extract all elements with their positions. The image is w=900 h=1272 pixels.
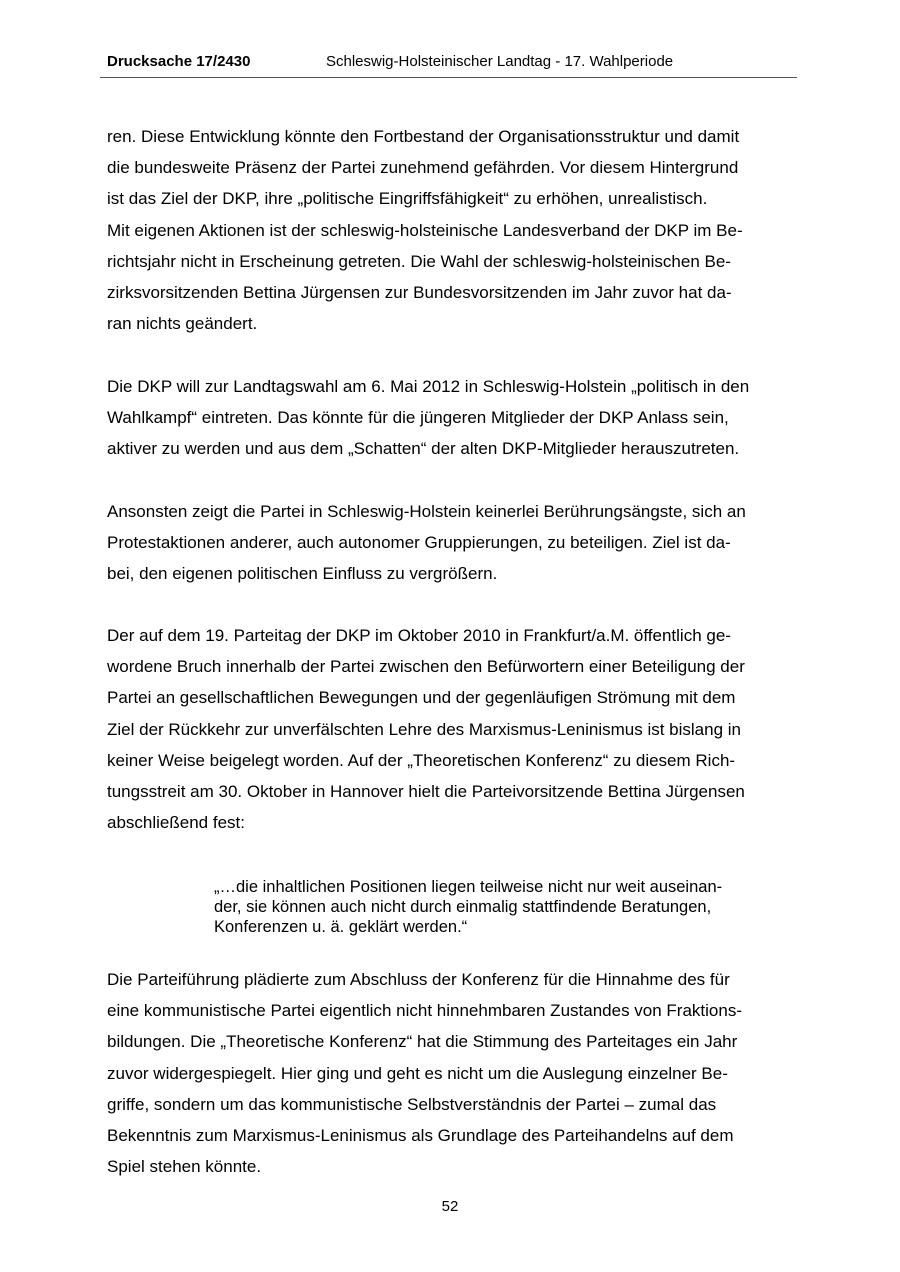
text-line: Spiel stehen könnte. [107,1157,262,1177]
text-line: ist das Ziel der DKP, ihre „politische Eingriffsfähigkeit“ zu erhöhen, unrealistisch. [107,189,708,209]
block-quote [214,877,722,937]
text-line: Bekenntnis zum Marxismus-Leninismus als Grundlage des Parteihandelns auf dem [107,1125,734,1145]
text-line: Partei an gesellschaftlichen Bewegungen und der gegenläufigen Strömung mit dem [107,688,736,708]
page-number: 52 [441,1198,459,1215]
text-line: richtsjahr nicht in Erscheinung getreten. Die Wahl der schleswig-holsteinischen Be- [107,251,731,271]
text-line: Die Parteiführung plädierte zum Abschluss der Konferenz für die Hinnahme des für [107,970,730,989]
text-line: ren. Diese Entwicklung könnte den Fortbestand der Organisationsstruktur und damit [107,127,740,146]
text-line: aktiver zu werden und aus dem „Schatten“ der alten DKP-Mitglieder herauszutreten. [107,439,740,459]
text-line: zuvor widergespiegelt. Hier ging und geht es nicht um die Auslegung einzelner Be- [107,1063,728,1083]
text-line: ran nichts geändert. [107,314,258,334]
paragraph-1 [107,121,743,339]
text-line: Ziel der Rückkehr zur unverfälschten Lehre des Marxismus-Leninismus ist bislang in [107,719,741,739]
text-line: die bundesweite Präsenz der Partei zunehmend gefährden. Vor diesem Hintergrund [107,158,739,178]
quote-line: Konferenzen u. ä. geklärt werden.“ [214,918,468,936]
text-line: griffe, sondern um das kommunistische Selbstverständnis der Partei – zumal das [107,1094,717,1114]
text-line: abschließend fest: [107,813,245,833]
text-line: Der auf dem 19. Parteitag der DKP im Oktober 2010 in Frankfurt/a.M. öffentlich ge- [107,626,731,645]
paragraph-5 [107,964,742,1182]
text-line: keiner Weise beigelegt worden. Auf der „Theoretischen Konferenz“ zu diesem Rich- [107,750,736,770]
quote-line: „…die inhaltlichen Positionen liegen teilweise nicht nur weit auseinan- [214,878,723,896]
paragraph-3 [107,496,746,590]
text-line: Mit eigenen Aktionen ist der schleswig-holsteinische Landesverband der DKP im Be- [107,220,743,240]
header-divider [100,77,797,78]
text-line: tungsstreit am 30. Oktober in Hannover hielt die Parteivorsitzende Bettina Jürgensen [107,781,745,801]
text-line: Wahlkampf“ eintreten. Das könnte für die jüngeren Mitglieder der DKP Anlass sein, [107,408,729,428]
text-line: zirksvorsitzenden Bettina Jürgensen zur Bundesvorsitzenden im Jahr zuvor hat da- [107,282,732,302]
header-title: Schleswig-Holsteinischer Landtag - 17. Wahlperiode [326,53,674,70]
quote-line: der, sie können auch nicht durch einmalig stattfindende Beratungen, [214,898,712,916]
text-line: Die DKP will zur Landtagswahl am 6. Mai 2012 in Schleswig-Holstein „politisch in den [107,377,750,396]
text-line: wordene Bruch innerhalb der Partei zwischen den Befürwortern einer Beteiligung der [107,657,745,677]
text-line: Protestaktionen anderer, auch autonomer Gruppierungen, zu beteiligen. Ziel ist da- [107,533,731,553]
text-line: Ansonsten zeigt die Partei in Schleswig-Holstein keinerlei Berührungsängste, sich an [107,502,746,521]
document-number: Drucksache 17/2430 [107,53,251,70]
text-line: bildungen. Die „Theoretische Konferenz“ hat die Stimmung des Parteitages ein Jahr [107,1032,738,1052]
paragraph-4 [107,620,745,838]
text-line: eine kommunistische Partei eigentlich nicht hinnehmbaren Zustandes von Fraktions- [107,1001,742,1021]
text-line: bei, den eigenen politischen Einfluss zu vergrößern. [107,564,498,584]
paragraph-2 [107,371,749,465]
